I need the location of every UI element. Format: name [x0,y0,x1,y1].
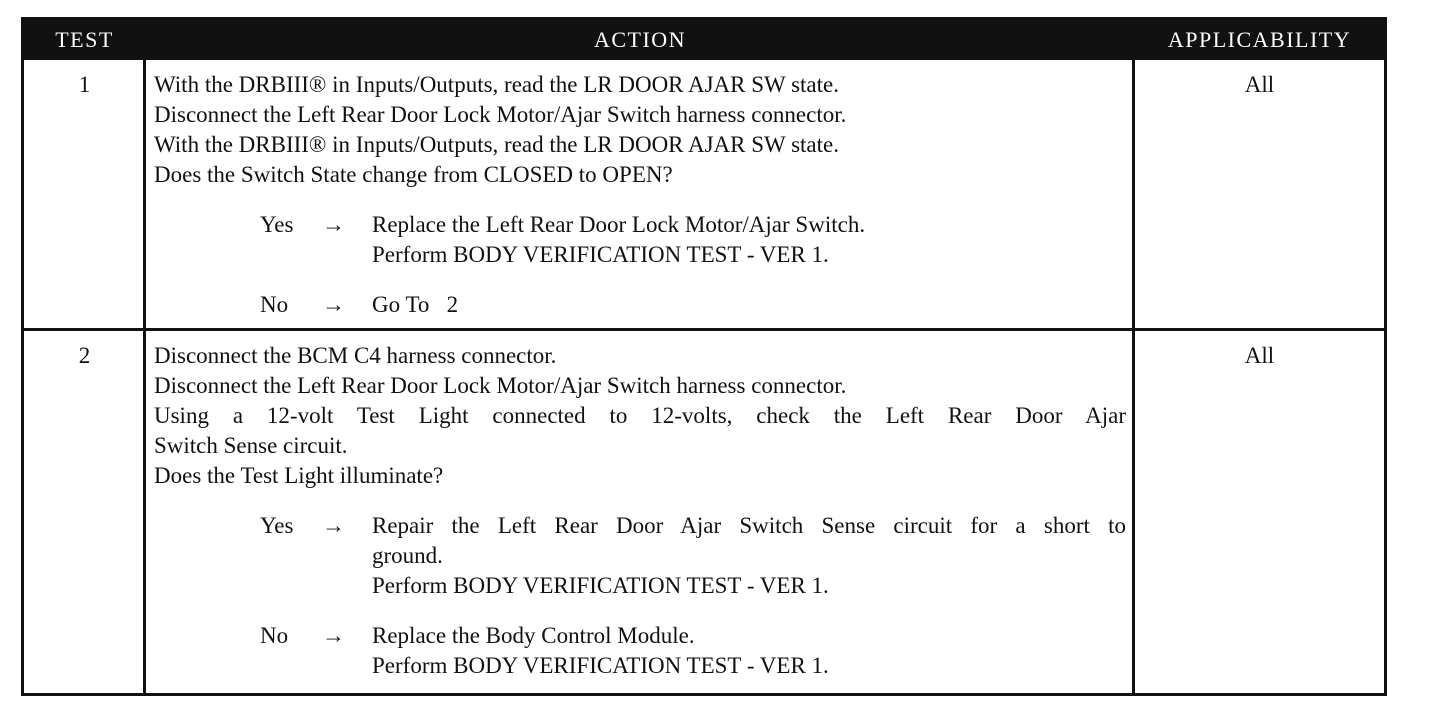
result-line: Replace the Body Control Module. [372,623,695,648]
action-step: With the DRBIII® in Inputs/Outputs, read the LR DOOR AJAR SW state. [154,132,839,157]
action-cell [154,341,1126,681]
yes-result [260,210,1126,270]
result-line: Perform BODY VERIFICATION TEST - VER 1. [372,242,829,267]
action-step: With the DRBIII® in Inputs/Outputs, read the LR DOOR AJAR SW state. [154,72,839,97]
yes-label: Yes [260,212,294,237]
no-result [260,290,1126,320]
action-step: Does the Test Light illuminate? [154,463,444,488]
diagnostic-test-table [21,17,1387,696]
right-arrow-icon: → [322,513,345,538]
header-applicability: APPLICABILITY [1167,27,1352,52]
right-arrow-icon: → [322,623,345,648]
right-arrow-icon: → [322,212,345,237]
header-test: TEST [55,27,114,52]
test-number: 1 [78,72,91,97]
result-line: Go To 2 [372,292,459,317]
applicability-value: All [1244,343,1275,368]
action-step: Using a 12-volt Test Light connected to 12-volts, check the Left Rear Door Ajar [154,403,1126,428]
action-step: Disconnect the Left Rear Door Lock Motor/Ajar Switch harness connector. [154,373,847,398]
action-step: Does the Switch State change from CLOSED to OPEN? [154,162,673,187]
applicability-value: All [1244,72,1275,97]
result-line: Perform BODY VERIFICATION TEST - VER 1. [372,653,829,678]
action-cell [154,70,1126,320]
right-arrow-icon: → [322,292,345,317]
action-step: Switch Sense circuit. [154,433,348,458]
no-label: No [260,623,289,648]
no-label: No [260,292,289,317]
yes-result [260,511,1126,601]
test-number: 2 [78,343,91,368]
action-step: Disconnect the Left Rear Door Lock Motor/Ajar Switch harness connector. [154,102,847,127]
header-action: ACTION [593,27,687,52]
no-result [260,621,1126,681]
table-row [24,60,1384,331]
action-step: Disconnect the BCM C4 harness connector. [154,343,557,368]
table-header [24,20,1384,60]
result-line: ground. [372,543,443,568]
yes-label: Yes [260,513,294,538]
table-row [24,331,1384,693]
result-line: Replace the Left Rear Door Lock Motor/Ajar Switch. [372,212,866,237]
result-line: Repair the Left Rear Door Ajar Switch Sense circuit for a short to [372,513,1126,538]
result-line: Perform BODY VERIFICATION TEST - VER 1. [372,573,829,598]
